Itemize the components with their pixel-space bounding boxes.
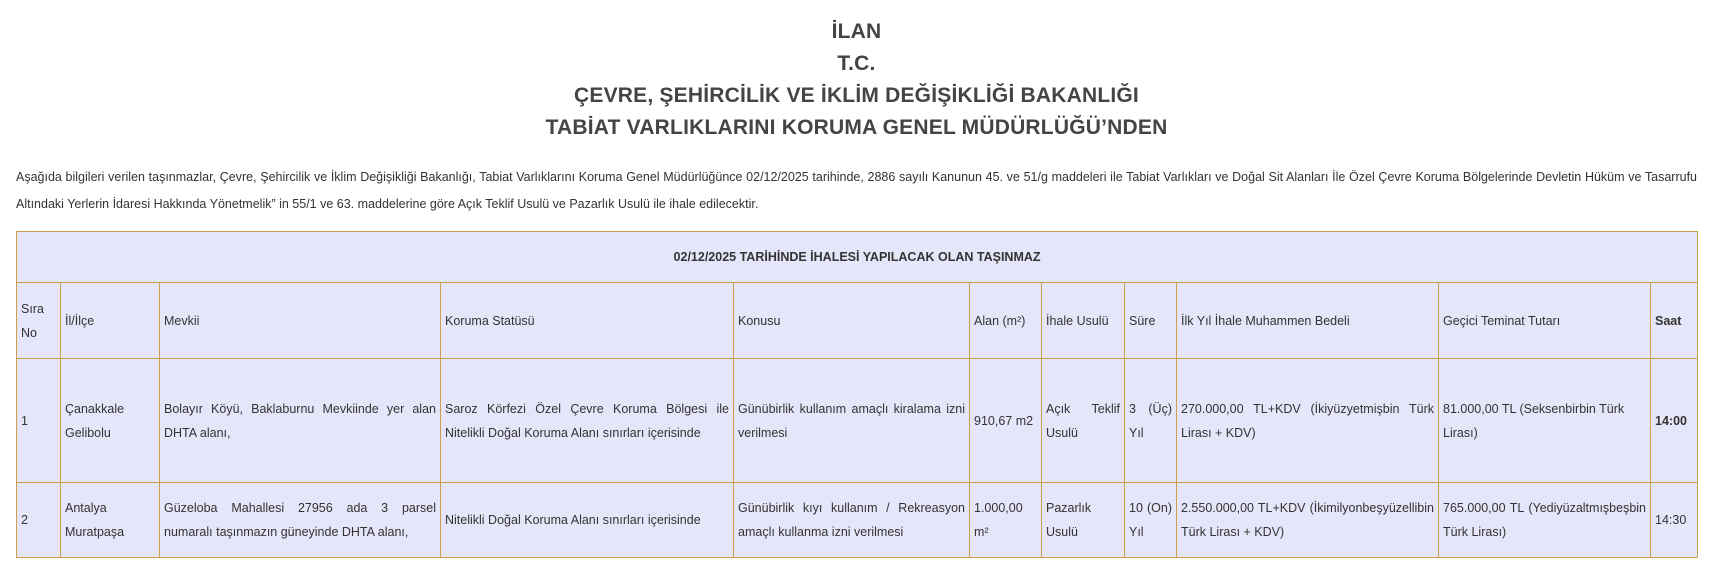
cell-koruma: Nitelikli Doğal Koruma Alanı sınırları içerisinde (441, 483, 734, 558)
announcement-header (0, 0, 1713, 144)
header-koruma: Koruma Statüsü (441, 283, 734, 359)
table-header-row (17, 283, 1698, 359)
header-bedel: İlk Yıl İhale Muhammen Bedeli (1177, 283, 1439, 359)
cell-saat: 14:30 (1651, 483, 1698, 558)
header-directorate: TABİAT VARLIKLARINI KORUMA GENEL MÜDÜRLÜĞÜ’NDEN (545, 116, 1168, 139)
cell-teminat: 765.000,00 TL (Yediyüzaltmışbeşbin Türk Lirası) (1439, 483, 1651, 558)
header-title: İLAN (831, 20, 882, 43)
header-il: İl/İlçe (61, 283, 160, 359)
cell-alan: 910,67 m2 (970, 359, 1042, 483)
cell-konusu: Günübirlik kıyı kullanım / Rekreasyon amaçlı kullanma izni verilmesi (734, 483, 970, 558)
cell-mevkii: Bolayır Köyü, Baklaburnu Mevkiinde yer alan DHTA alanı, (160, 359, 441, 483)
cell-sira: 2 (17, 483, 61, 558)
header-konusu: Konusu (734, 283, 970, 359)
cell-sure: 3 (Üç) Yıl (1125, 359, 1177, 483)
cell-usul: Pazarlık Usulü (1042, 483, 1125, 558)
cell-sure: 10 (On) Yıl (1125, 483, 1177, 558)
header-saat: Saat (1651, 283, 1698, 359)
cell-usul: Açık Teklif Usulü (1042, 359, 1125, 483)
header-alan: Alan (m²) (970, 283, 1042, 359)
cell-sira: 1 (17, 359, 61, 483)
cell-saat: 14:00 (1651, 359, 1698, 483)
table-row (17, 359, 1698, 483)
cell-koruma: Saroz Körfezi Özel Çevre Koruma Bölgesi ile Nitelikli Doğal Koruma Alanı sınırları içerisinde (441, 359, 734, 483)
cell-teminat: 81.000,00 TL (Seksenbirbin Türk Lirası) (1439, 359, 1651, 483)
header-sure: Süre (1125, 283, 1177, 359)
table-row (17, 483, 1698, 558)
header-mevkii: Mevkii (160, 283, 441, 359)
cell-il: Antalya Muratpaşa (61, 483, 160, 558)
cell-mevkii: Güzeloba Mahallesi 27956 ada 3 parsel numaralı taşınmazın güneyinde DHTA alanı, (160, 483, 441, 558)
cell-bedel: 270.000,00 TL+KDV (İkiyüzyetmişbin Türk Lirası + KDV) (1177, 359, 1439, 483)
cell-alan: 1.000,00 m² (970, 483, 1042, 558)
intro-paragraph: Aşağıda bilgileri verilen taşınmazlar, Çevre, Şehircilik ve İklim Değişikliği Bakanlığı, Tabiat Varlıklarını Koruma Genel Müdürlüğünce 02/12/2025 tarihinde, 2886 sayılı Kanunun 45. ve 51/g maddeleri ile Tabiat Varlıkları ve Doğal Sit Alanları İle Özel Çevre Koruma Bölgelerinde Devletin Hüküm ve Tasarrufu Altındaki Yerlerin İdaresi Hakkında Yönetmelik” in 55/1 ve 63. maddelerine göre Açık Teklif Usulü ve Pazarlık Usulü ile ihale edilecektir. (16, 170, 1697, 211)
cell-konusu: Günübirlik kullanım amaçlı kiralama izni verilmesi (734, 359, 970, 483)
cell-il: Çanakkale Gelibolu (61, 359, 160, 483)
table-caption-row (17, 232, 1698, 283)
header-country: T.C. (837, 52, 876, 75)
header-ministry: ÇEVRE, ŞEHİRCİLİK VE İKLİM DEĞİŞİKLİĞİ BAKANLIĞI (574, 84, 1139, 107)
tender-table (16, 231, 1698, 558)
cell-bedel: 2.550.000,00 TL+KDV (İkimilyonbeşyüzellibin Türk Lirası + KDV) (1177, 483, 1439, 558)
table-caption: 02/12/2025 TARİHİNDE İHALESİ YAPILACAK OLAN TAŞINMAZ (17, 232, 1698, 283)
header-teminat: Geçici Teminat Tutarı (1439, 283, 1651, 359)
header-sira: Sıra No (17, 283, 61, 359)
header-usul: İhale Usulü (1042, 283, 1125, 359)
